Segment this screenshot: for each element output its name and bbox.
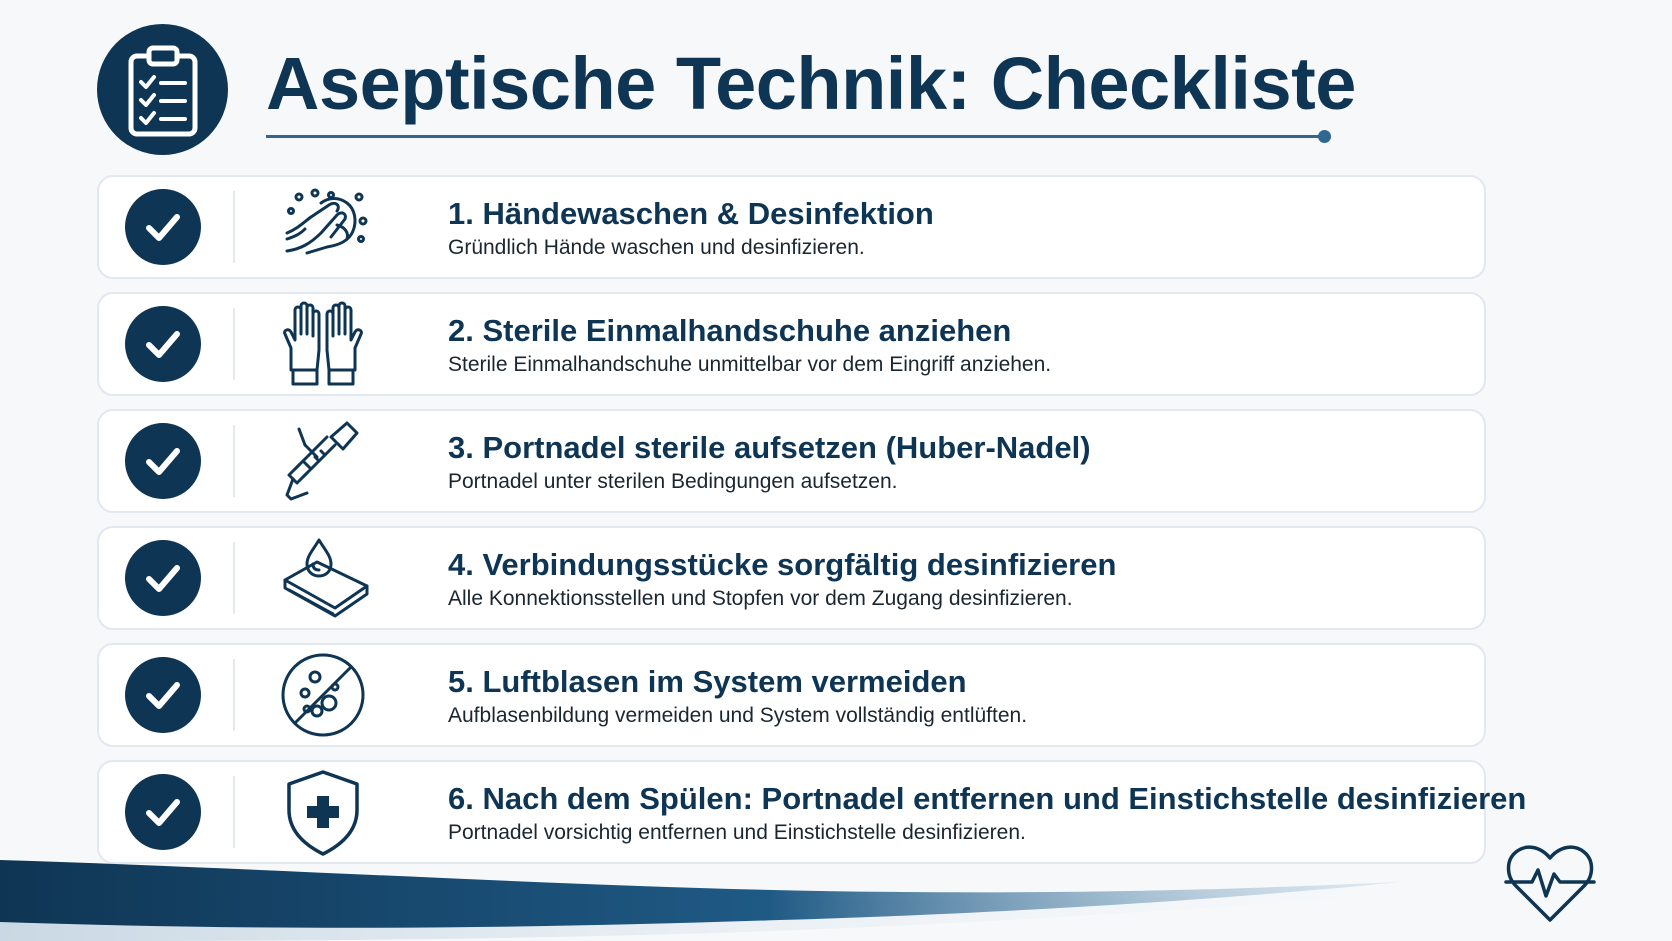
divider [233,308,235,380]
header-badge [97,24,228,155]
checklist [97,175,1527,877]
clipboard-checklist-icon [123,42,203,138]
divider [233,659,235,731]
checklist-item-remove-needle [97,760,1527,864]
item-description: Gründlich Hände waschen und desinfizieren. [448,236,865,259]
divider [233,425,235,497]
checklist-item-needle [97,409,1486,513]
heart-pulse-icon [1502,840,1598,926]
item-title: 4. Verbindungsstücke sorgfältig desinfizieren [448,547,1117,582]
check-icon [125,657,201,733]
divider [233,542,235,614]
item-title: 6. Nach dem Spülen: Portnadel entfernen und Einstichstelle desinfizieren [448,781,1527,816]
gloves-icon [277,298,369,390]
page-title: Aseptische Technik: Checkliste [266,42,1356,125]
disinfectant-wipe-icon [277,532,369,624]
bottom-wave-decoration [0,860,1672,941]
shield-cross-icon [277,766,369,858]
divider [233,776,235,848]
item-title: 1. Händewaschen & Desinfektion [448,196,934,231]
item-title: 2. Sterile Einmalhandschuhe anziehen [448,313,1012,348]
item-description: Aufblasenbildung vermeiden und System vollständig entlüften. [448,704,1028,727]
check-icon [125,774,201,850]
check-icon [125,189,201,265]
item-description: Alle Konnektionsstellen und Stopfen vor dem Zugang desinfizieren. [448,587,1073,610]
check-icon [125,540,201,616]
item-description: Portnadel unter sterilen Bedingungen aufsetzen. [448,470,898,493]
checklist-item-hand-washing [97,175,1486,279]
title-underline-dot [1318,130,1331,143]
title-underline [266,135,1324,138]
item-description: Portnadel vorsichtig entfernen und Einstichstelle desinfizieren. [448,821,1026,844]
divider [233,191,235,263]
no-bubbles-icon [277,649,369,741]
checklist-item-disinfect [97,526,1486,630]
check-icon [125,306,201,382]
checklist-item-gloves [97,292,1486,396]
syringe-needle-icon [277,415,369,507]
check-icon [125,423,201,499]
item-description: Sterile Einmalhandschuhe unmittelbar vor dem Eingriff anziehen. [448,353,1052,376]
item-title: 3. Portnadel sterile aufsetzen (Huber-Nadel) [448,430,1091,465]
checklist-item-air-bubbles [97,643,1486,747]
item-title: 5. Luftblasen im System vermeiden [448,664,967,699]
hand-washing-icon [277,181,369,273]
